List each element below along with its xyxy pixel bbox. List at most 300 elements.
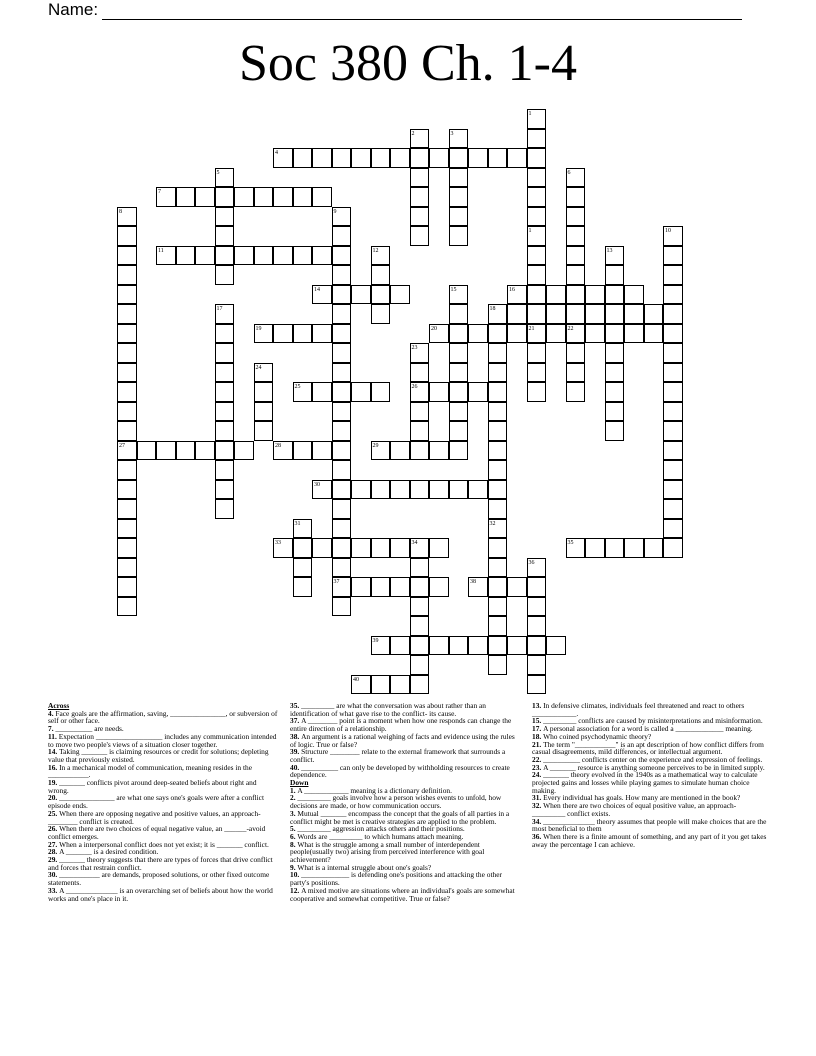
grid-cell[interactable]	[488, 304, 508, 324]
grid-cell[interactable]	[624, 538, 644, 558]
grid-cell[interactable]	[644, 324, 664, 344]
grid-cell[interactable]	[644, 538, 664, 558]
grid-cell[interactable]	[332, 207, 352, 227]
grid-cell[interactable]	[546, 324, 566, 344]
grid-cell[interactable]	[663, 265, 683, 285]
grid-cell[interactable]	[410, 148, 430, 168]
grid-cell[interactable]	[488, 382, 508, 402]
grid-cell[interactable]	[293, 519, 313, 539]
grid-cell[interactable]	[273, 187, 293, 207]
grid-cell[interactable]	[351, 285, 371, 305]
grid-cell[interactable]	[371, 265, 391, 285]
grid-cell[interactable]	[488, 597, 508, 617]
grid-cell[interactable]	[605, 265, 625, 285]
grid-cell[interactable]	[429, 538, 449, 558]
grid-cell[interactable]	[449, 129, 469, 149]
grid-cell[interactable]	[293, 382, 313, 402]
grid-cell[interactable]	[117, 402, 137, 422]
grid-cell[interactable]	[566, 304, 586, 324]
grid-cell[interactable]	[215, 421, 235, 441]
grid-cell[interactable]	[507, 636, 527, 656]
grid-cell[interactable]	[527, 129, 547, 149]
grid-cell[interactable]	[488, 480, 508, 500]
grid-cell[interactable]	[566, 382, 586, 402]
grid-cell[interactable]	[410, 616, 430, 636]
grid-cell[interactable]	[488, 538, 508, 558]
grid-cell[interactable]	[527, 109, 547, 129]
grid-cell[interactable]	[390, 675, 410, 695]
grid-cell[interactable]	[351, 675, 371, 695]
grid-cell[interactable]	[449, 363, 469, 383]
grid-cell[interactable]	[468, 480, 488, 500]
grid-cell[interactable]	[663, 519, 683, 539]
grid-cell[interactable]	[605, 538, 625, 558]
grid-cell[interactable]	[663, 460, 683, 480]
clue-number: 27	[119, 442, 125, 449]
grid-cell[interactable]	[663, 499, 683, 519]
clue-item: 13. In defensive climates, individuals feel threatened and react to others ____________.	[532, 701, 745, 718]
grid-cell[interactable]	[429, 148, 449, 168]
grid-cell[interactable]	[332, 597, 352, 617]
grid-cell[interactable]	[117, 343, 137, 363]
grid-cell[interactable]	[605, 246, 625, 266]
grid-cell[interactable]	[566, 246, 586, 266]
grid-cell[interactable]	[566, 168, 586, 188]
grid-cell[interactable]	[605, 421, 625, 441]
grid-cell[interactable]	[585, 538, 605, 558]
grid-cell[interactable]	[234, 246, 254, 266]
grid-cell[interactable]	[663, 285, 683, 305]
grid-cell[interactable]	[624, 304, 644, 324]
grid-cell[interactable]	[156, 441, 176, 461]
grid-cell[interactable]	[351, 382, 371, 402]
grid-cell[interactable]	[390, 441, 410, 461]
grid-cell[interactable]	[449, 207, 469, 227]
grid-cell[interactable]	[117, 226, 137, 246]
grid-cell[interactable]	[117, 460, 137, 480]
grid-cell[interactable]	[371, 441, 391, 461]
grid-cell[interactable]	[410, 421, 430, 441]
grid-cell[interactable]	[527, 597, 547, 617]
grid-cell[interactable]	[605, 402, 625, 422]
grid-cell[interactable]	[410, 343, 430, 363]
grid-cell[interactable]	[332, 402, 352, 422]
grid-cell[interactable]	[390, 538, 410, 558]
grid-cell[interactable]	[156, 187, 176, 207]
grid-cell[interactable]	[293, 441, 313, 461]
grid-cell[interactable]	[371, 148, 391, 168]
grid-cell[interactable]	[410, 655, 430, 675]
grid-cell[interactable]	[663, 304, 683, 324]
grid-cell[interactable]	[488, 343, 508, 363]
grid-cell[interactable]	[390, 148, 410, 168]
grid-cell[interactable]	[449, 285, 469, 305]
grid-cell[interactable]	[488, 148, 508, 168]
grid-cell[interactable]	[117, 597, 137, 617]
grid-cell[interactable]	[527, 577, 547, 597]
grid-cell[interactable]	[117, 499, 137, 519]
grid-cell[interactable]	[215, 382, 235, 402]
grid-cell[interactable]	[117, 480, 137, 500]
grid-cell[interactable]	[371, 636, 391, 656]
clues-column-3	[532, 702, 768, 848]
grid-cell[interactable]	[605, 363, 625, 383]
grid-cell[interactable]	[117, 519, 137, 539]
grid-cell[interactable]	[312, 246, 332, 266]
grid-cell[interactable]	[449, 382, 469, 402]
grid-cell[interactable]	[663, 421, 683, 441]
grid-cell[interactable]	[293, 577, 313, 597]
grid-cell[interactable]	[117, 265, 137, 285]
grid-cell[interactable]	[293, 187, 313, 207]
grid-cell[interactable]	[410, 207, 430, 227]
grid-cell[interactable]	[332, 324, 352, 344]
grid-cell[interactable]	[351, 148, 371, 168]
grid-cell[interactable]	[663, 382, 683, 402]
grid-cell[interactable]	[410, 187, 430, 207]
grid-cell[interactable]	[449, 168, 469, 188]
grid-cell[interactable]	[429, 577, 449, 597]
grid-cell[interactable]	[527, 265, 547, 285]
grid-cell[interactable]	[117, 421, 137, 441]
grid-cell[interactable]	[312, 382, 332, 402]
grid-cell[interactable]	[234, 187, 254, 207]
grid-cell[interactable]	[410, 168, 430, 188]
grid-cell[interactable]	[488, 421, 508, 441]
grid-cell[interactable]	[507, 285, 527, 305]
grid-cell[interactable]	[663, 441, 683, 461]
grid-cell[interactable]	[332, 285, 352, 305]
grid-cell[interactable]	[527, 304, 547, 324]
grid-cell[interactable]	[605, 285, 625, 305]
grid-cell[interactable]	[332, 382, 352, 402]
grid-cell[interactable]	[566, 187, 586, 207]
grid-cell[interactable]	[410, 675, 430, 695]
grid-cell[interactable]	[332, 499, 352, 519]
grid-cell[interactable]	[117, 246, 137, 266]
grid-cell[interactable]	[449, 304, 469, 324]
grid-cell[interactable]	[488, 558, 508, 578]
grid-cell[interactable]	[332, 480, 352, 500]
grid-cell[interactable]	[273, 538, 293, 558]
grid-cell[interactable]	[332, 226, 352, 246]
grid-cell[interactable]	[663, 480, 683, 500]
grid-cell[interactable]	[605, 343, 625, 363]
grid-cell[interactable]	[254, 421, 274, 441]
grid-cell[interactable]	[215, 324, 235, 344]
grid-cell[interactable]	[390, 577, 410, 597]
grid-cell[interactable]	[527, 207, 547, 227]
grid-cell[interactable]	[566, 226, 586, 246]
grid-cell[interactable]	[117, 382, 137, 402]
grid-cell[interactable]	[117, 363, 137, 383]
grid-cell[interactable]	[351, 577, 371, 597]
grid-cell[interactable]	[117, 285, 137, 305]
grid-cell[interactable]	[117, 538, 137, 558]
grid-cell[interactable]	[507, 148, 527, 168]
grid-cell[interactable]	[215, 363, 235, 383]
grid-cell[interactable]	[390, 480, 410, 500]
grid-cell[interactable]	[468, 636, 488, 656]
grid-cell[interactable]	[410, 363, 430, 383]
grid-cell[interactable]	[566, 324, 586, 344]
grid-cell[interactable]	[507, 577, 527, 597]
grid-cell[interactable]	[468, 382, 488, 402]
grid-cell[interactable]	[488, 324, 508, 344]
grid-cell[interactable]	[293, 324, 313, 344]
grid-cell[interactable]	[527, 168, 547, 188]
grid-cell[interactable]	[312, 285, 332, 305]
grid-cell[interactable]	[195, 246, 215, 266]
grid-cell[interactable]	[644, 304, 664, 324]
grid-cell[interactable]	[663, 363, 683, 383]
grid-cell[interactable]	[371, 480, 391, 500]
grid-cell[interactable]	[488, 636, 508, 656]
grid-cell[interactable]	[312, 148, 332, 168]
grid-cell[interactable]	[527, 343, 547, 363]
grid-cell[interactable]	[663, 226, 683, 246]
grid-cell[interactable]	[449, 343, 469, 363]
grid-cell[interactable]	[351, 480, 371, 500]
grid-cell[interactable]	[527, 187, 547, 207]
grid-cell[interactable]	[117, 324, 137, 344]
grid-cell[interactable]	[410, 382, 430, 402]
grid-cell[interactable]	[215, 246, 235, 266]
grid-cell[interactable]	[332, 265, 352, 285]
grid-cell[interactable]	[566, 265, 586, 285]
grid-cell[interactable]	[468, 577, 488, 597]
grid-cell[interactable]	[410, 558, 430, 578]
grid-cell[interactable]	[215, 304, 235, 324]
grid-cell[interactable]	[585, 304, 605, 324]
grid-cell[interactable]	[312, 187, 332, 207]
grid-cell[interactable]	[410, 129, 430, 149]
grid-cell[interactable]	[254, 363, 274, 383]
grid-cell[interactable]	[488, 616, 508, 636]
grid-cell[interactable]	[371, 675, 391, 695]
grid-cell[interactable]	[332, 538, 352, 558]
grid-cell[interactable]	[176, 246, 196, 266]
grid-cell[interactable]	[215, 226, 235, 246]
grid-cell[interactable]	[429, 480, 449, 500]
grid-cell[interactable]	[468, 148, 488, 168]
grid-cell[interactable]	[332, 304, 352, 324]
grid-cell[interactable]	[605, 324, 625, 344]
grid-cell[interactable]	[195, 441, 215, 461]
clue-number: 22	[567, 325, 574, 332]
grid-cell[interactable]	[663, 402, 683, 422]
grid-cell[interactable]	[273, 324, 293, 344]
grid-cell[interactable]	[117, 207, 137, 227]
grid-cell[interactable]	[117, 558, 137, 578]
grid-cell[interactable]	[293, 148, 313, 168]
grid-cell[interactable]	[254, 382, 274, 402]
grid-cell[interactable]	[527, 363, 547, 383]
grid-cell[interactable]	[605, 304, 625, 324]
grid-cell[interactable]	[566, 343, 586, 363]
grid-cell[interactable]	[293, 538, 313, 558]
grid-cell[interactable]	[663, 246, 683, 266]
grid-cell[interactable]	[215, 402, 235, 422]
grid-cell[interactable]	[117, 304, 137, 324]
grid-cell[interactable]	[488, 519, 508, 539]
grid-cell[interactable]	[410, 577, 430, 597]
grid-cell[interactable]	[488, 441, 508, 461]
grid-cell[interactable]	[449, 187, 469, 207]
grid-cell[interactable]	[332, 148, 352, 168]
grid-cell[interactable]	[351, 538, 371, 558]
grid-cell[interactable]	[254, 324, 274, 344]
grid-cell[interactable]	[527, 616, 547, 636]
grid-cell[interactable]	[137, 441, 157, 461]
grid-cell[interactable]	[215, 441, 235, 461]
grid-cell[interactable]	[215, 168, 235, 188]
grid-cell[interactable]	[546, 636, 566, 656]
grid-cell[interactable]	[663, 538, 683, 558]
grid-cell[interactable]	[332, 460, 352, 480]
grid-cell[interactable]	[273, 246, 293, 266]
grid-cell[interactable]	[312, 480, 332, 500]
grid-cell[interactable]	[312, 538, 332, 558]
grid-cell[interactable]	[273, 441, 293, 461]
grid-cell[interactable]	[371, 304, 391, 324]
grid-cell[interactable]	[215, 343, 235, 363]
grid-cell[interactable]	[332, 519, 352, 539]
grid-cell[interactable]	[449, 421, 469, 441]
grid-cell[interactable]	[156, 246, 176, 266]
grid-cell[interactable]	[293, 246, 313, 266]
grid-cell[interactable]	[566, 538, 586, 558]
grid-cell[interactable]	[585, 285, 605, 305]
grid-cell[interactable]	[293, 558, 313, 578]
clue-number: 3	[450, 130, 454, 137]
clue-item: 28. A _______ is a desired condition.	[48, 847, 159, 857]
grid-cell[interactable]	[449, 226, 469, 246]
grid-cell[interactable]	[410, 402, 430, 422]
grid-cell[interactable]	[566, 285, 586, 305]
grid-cell[interactable]	[215, 207, 235, 227]
grid-cell[interactable]	[449, 480, 469, 500]
grid-cell[interactable]	[488, 363, 508, 383]
grid-cell[interactable]	[254, 402, 274, 422]
grid-cell[interactable]	[371, 285, 391, 305]
grid-cell[interactable]	[332, 246, 352, 266]
grid-cell[interactable]	[371, 382, 391, 402]
grid-cell[interactable]	[371, 538, 391, 558]
grid-cell[interactable]	[449, 636, 469, 656]
grid-cell[interactable]	[332, 343, 352, 363]
grid-cell[interactable]	[176, 187, 196, 207]
grid-cell[interactable]	[527, 675, 547, 695]
grid-cell[interactable]	[449, 402, 469, 422]
grid-cell[interactable]	[507, 324, 527, 344]
grid-cell[interactable]	[215, 187, 235, 207]
grid-cell[interactable]	[254, 187, 274, 207]
grid-cell[interactable]	[410, 538, 430, 558]
grid-cell[interactable]	[624, 285, 644, 305]
clue-item: 39. Structure ________ relate to the external framework that surrounds a conflict.	[290, 747, 506, 764]
grid-cell[interactable]	[449, 148, 469, 168]
grid-cell[interactable]	[410, 636, 430, 656]
grid-cell[interactable]	[429, 636, 449, 656]
grid-cell[interactable]	[117, 441, 137, 461]
grid-cell[interactable]	[527, 226, 547, 246]
grid-cell[interactable]	[624, 324, 644, 344]
grid-cell[interactable]	[527, 558, 547, 578]
grid-cell[interactable]	[332, 363, 352, 383]
grid-cell[interactable]	[254, 246, 274, 266]
grid-cell[interactable]	[527, 246, 547, 266]
grid-cell[interactable]	[488, 460, 508, 480]
clue-item: 22. __________ conflicts center on the experience and expression of feelings.	[532, 754, 763, 764]
grid-cell[interactable]	[429, 441, 449, 461]
grid-cell[interactable]	[215, 499, 235, 519]
grid-cell[interactable]	[527, 382, 547, 402]
grid-cell[interactable]	[410, 226, 430, 246]
grid-cell[interactable]	[371, 246, 391, 266]
grid-cell[interactable]	[663, 343, 683, 363]
clue-item: 1. A ____________ meaning is a dictionary definition.	[290, 785, 452, 795]
grid-cell[interactable]	[527, 636, 547, 656]
grid-cell[interactable]	[566, 363, 586, 383]
grid-cell[interactable]	[234, 441, 254, 461]
grid-cell[interactable]	[546, 304, 566, 324]
grid-cell[interactable]	[390, 285, 410, 305]
grid-cell[interactable]	[332, 558, 352, 578]
grid-cell[interactable]	[527, 148, 547, 168]
grid-cell[interactable]	[527, 285, 547, 305]
grid-cell[interactable]	[117, 577, 137, 597]
grid-cell[interactable]	[371, 577, 391, 597]
grid-cell[interactable]	[273, 148, 293, 168]
grid-cell[interactable]	[410, 441, 430, 461]
grid-cell[interactable]	[585, 324, 605, 344]
grid-cell[interactable]	[488, 655, 508, 675]
grid-cell[interactable]	[312, 441, 332, 461]
clue-number: 7	[158, 189, 161, 195]
grid-cell[interactable]	[332, 441, 352, 461]
grid-cell[interactable]	[410, 597, 430, 617]
grid-cell[interactable]	[546, 285, 566, 305]
grid-cell[interactable]	[215, 480, 235, 500]
grid-cell[interactable]	[468, 324, 488, 344]
grid-cell[interactable]	[488, 577, 508, 597]
grid-cell[interactable]	[332, 421, 352, 441]
clue-number: 8	[119, 208, 122, 215]
grid-cell[interactable]	[449, 441, 469, 461]
grid-cell[interactable]	[449, 324, 469, 344]
grid-cell[interactable]	[390, 636, 410, 656]
grid-cell[interactable]	[527, 655, 547, 675]
grid-cell[interactable]	[605, 382, 625, 402]
grid-cell[interactable]	[566, 207, 586, 227]
grid-cell[interactable]	[176, 441, 196, 461]
grid-cell[interactable]	[663, 324, 683, 344]
grid-cell[interactable]	[215, 460, 235, 480]
grid-cell[interactable]	[195, 187, 215, 207]
grid-cell[interactable]	[312, 324, 332, 344]
clue-item: 34. ______________ theory assumes that people will make choices that are the most beneficial to them	[532, 816, 767, 834]
grid-cell[interactable]	[332, 577, 352, 597]
grid-cell[interactable]	[429, 324, 449, 344]
grid-cell[interactable]	[429, 382, 449, 402]
grid-cell[interactable]	[507, 304, 527, 324]
grid-cell[interactable]	[527, 324, 547, 344]
grid-cell[interactable]	[488, 499, 508, 519]
grid-cell[interactable]	[215, 265, 235, 285]
grid-cell[interactable]	[488, 402, 508, 422]
grid-cell[interactable]	[410, 480, 430, 500]
